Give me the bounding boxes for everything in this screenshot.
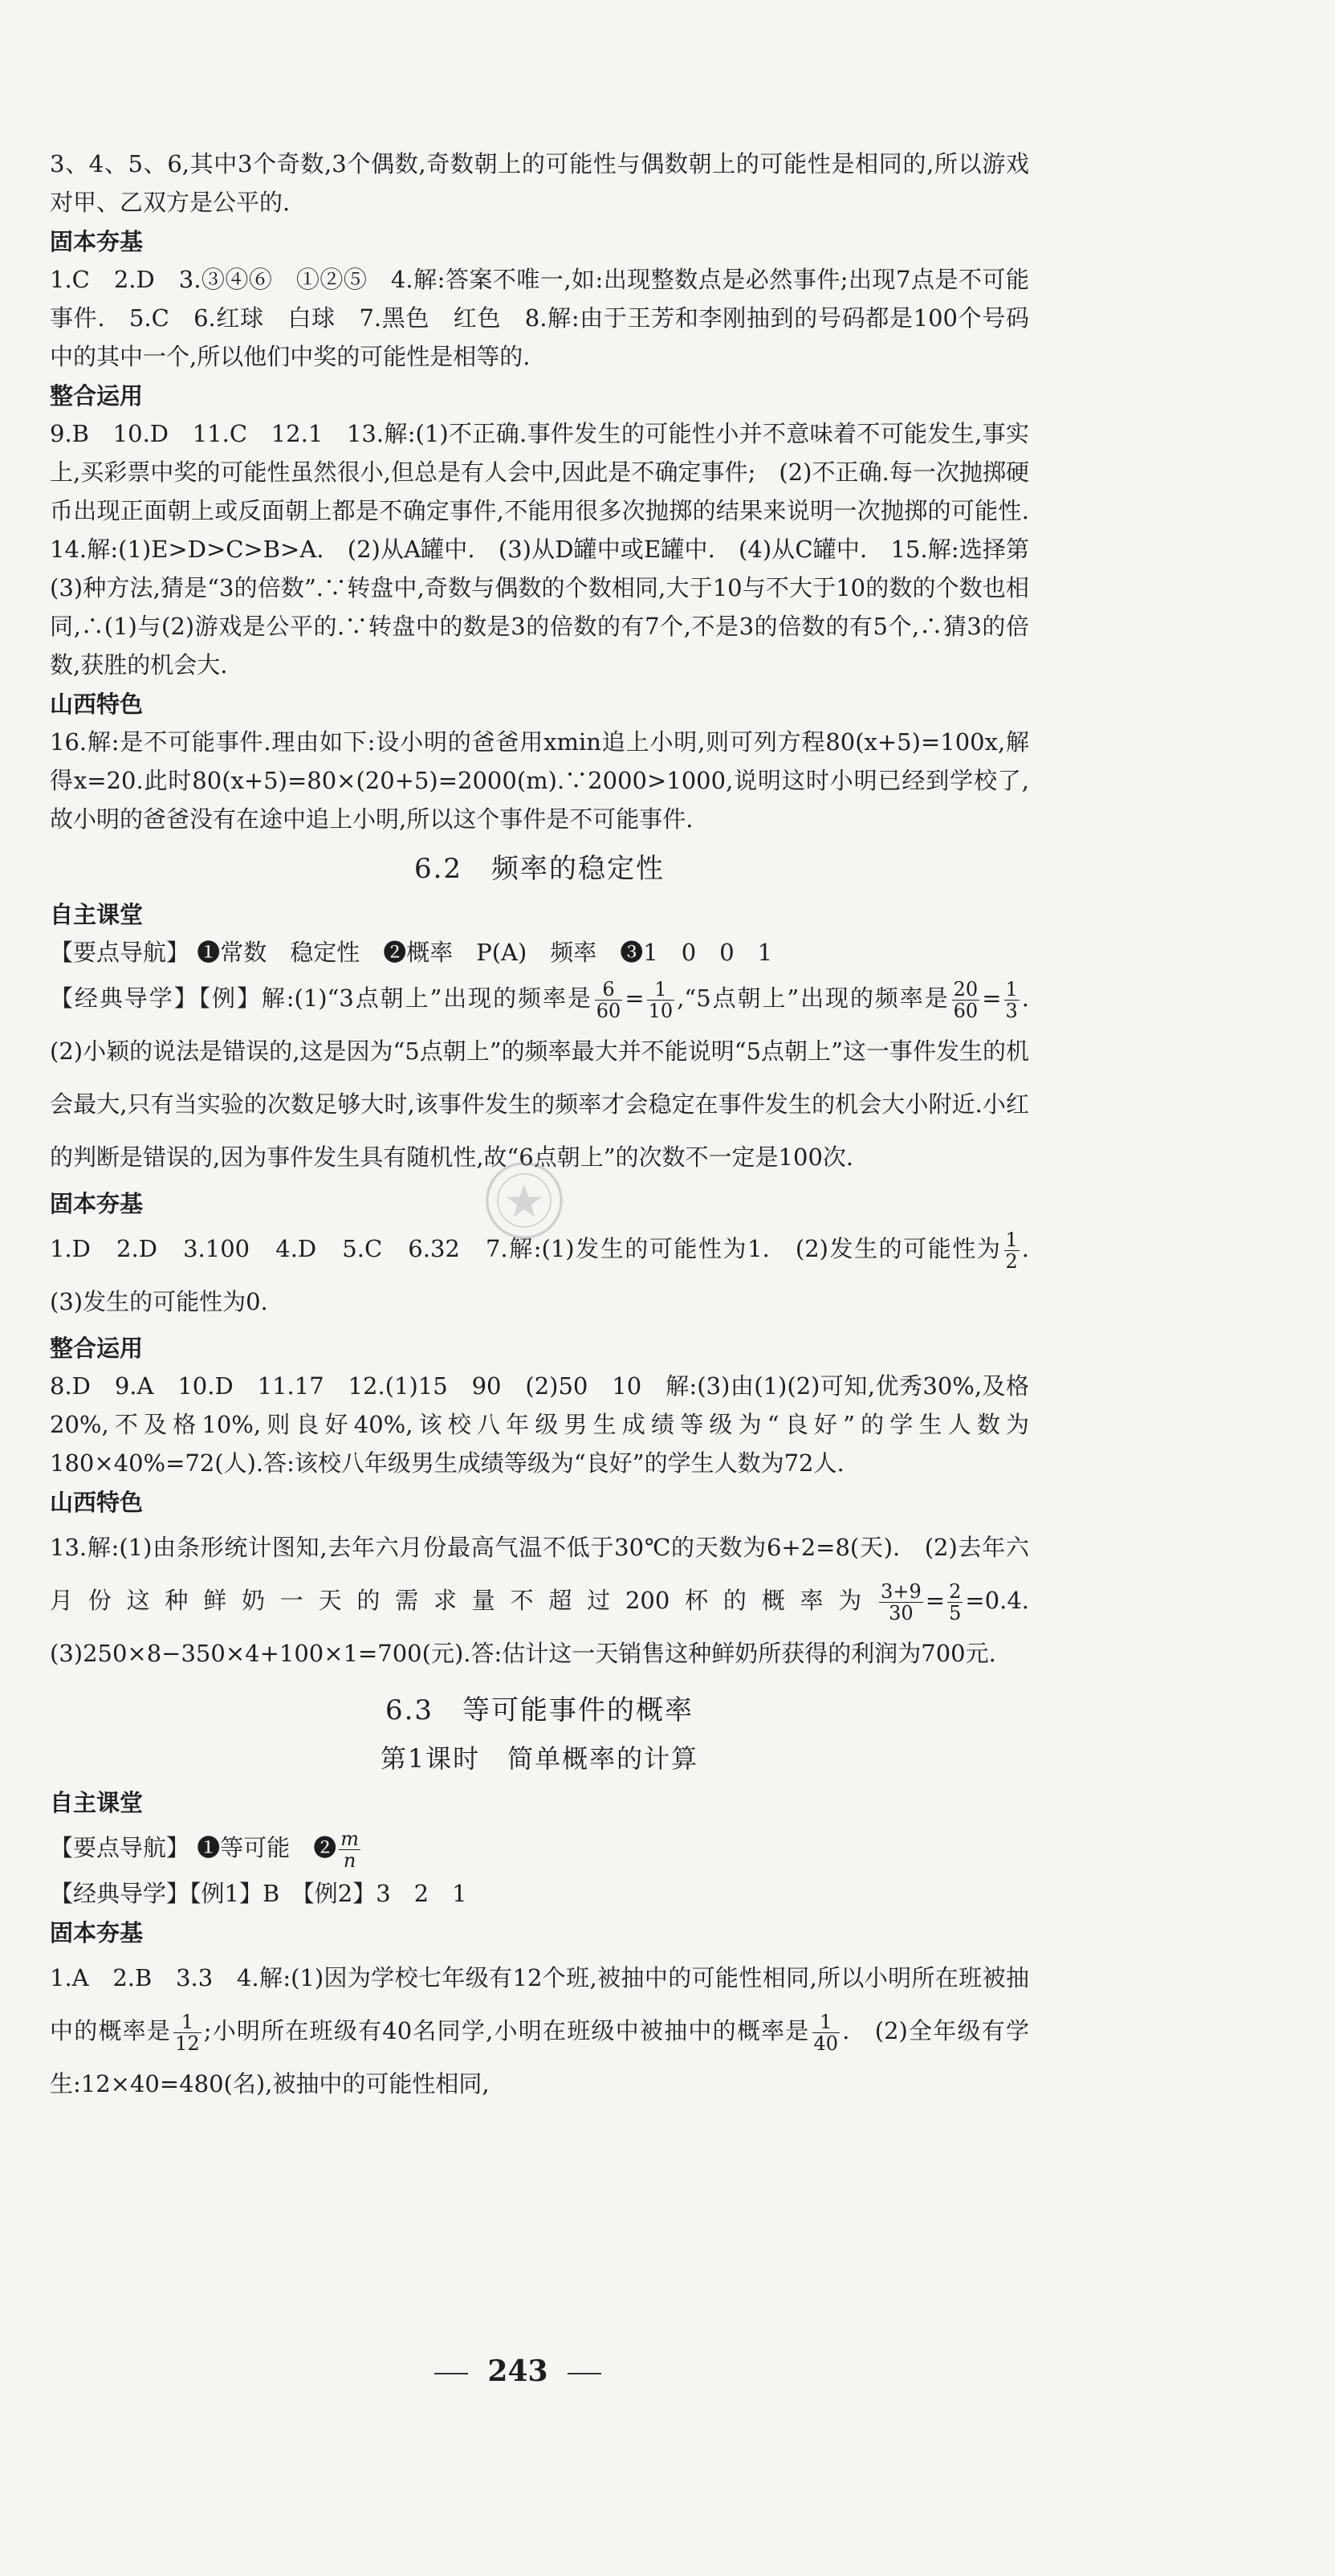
text-run: . (3)发生的可能性为0.	[50, 1235, 1053, 1315]
text-run: =0.4. (3)250×8−350×4+100×1=700(元).答:估计这一天销售这种鲜奶所获得的利润为700元.	[50, 1587, 1053, 1667]
paragraph	[50, 972, 1053, 1184]
page-number: 243	[487, 2354, 548, 2388]
numerator: m	[340, 1827, 359, 1850]
denominator: 40	[813, 2032, 839, 2055]
lesson-title: 第1课时 简单概率的计算	[380, 1743, 699, 1774]
text-run: 1.D 2.D 3.100 4.D 5.C 6.32 7.解:(1)发生的可能性为1. (2)发生的可能性为	[50, 1235, 1002, 1262]
section-title: 6.3 等可能事件的概率	[385, 1694, 694, 1726]
fraction	[947, 1581, 963, 1624]
text-run: . (2)全年级有学生:12×40=480(名),被抽中的可能性相同,	[50, 2017, 1029, 2097]
text-run: 【经典导学】【例】解:(1)“3点朝上”出现的频率是	[50, 984, 592, 1012]
equals-sign: =	[625, 984, 645, 1012]
section-title: 6.2 频率的稳定性	[413, 853, 665, 885]
numerator: 1	[812, 2011, 840, 2033]
numerator: 3+9	[881, 1579, 922, 1603]
denominator: 10	[648, 999, 674, 1022]
fraction	[647, 979, 675, 1021]
fraction	[1004, 1229, 1020, 1272]
text-run: 1.A 2.B 3.3 4.解:(1)因为学校七年级有12个班,被抽中的可能性相同,所以小明所在班被抽中的概率是	[50, 1964, 1029, 2044]
paragraph	[50, 1521, 1053, 1680]
paragraph: 【要点导航】 ❶常数 稳定性 ❷概率 P(A) 频率 ❸1 0 0 1	[50, 939, 773, 966]
numerator: 1	[173, 2011, 201, 2033]
page-number-footer	[0, 2354, 1036, 2388]
fraction	[1004, 979, 1020, 1021]
paragraph: 16.解:是不可能事件.理由如下:设小明的爸爸用xmin追上小明,则可列方程80(x+5)=100x,解得x=20.此时80(x+5)=80×(20+5)=2000(m).∵2000>1000,说明这时小明已经到学校了,故小明的爸爸没有在途中追上小明,所以这个事件是不可能事件.	[50, 728, 1029, 833]
watermark-seal-icon	[480, 1156, 568, 1245]
section-heading: 山西特色	[50, 691, 144, 718]
section-heading: 整合运用	[50, 1335, 144, 1362]
numerator: 20	[953, 977, 979, 1001]
fraction	[812, 2011, 840, 2054]
text-run: ,“5点朝上”出现的频率是	[677, 984, 950, 1012]
section-heading: 自主课堂	[50, 901, 144, 928]
section-heading: 固本夯基	[50, 1919, 144, 1946]
denominator: 60	[596, 999, 621, 1022]
section-heading: 山西特色	[50, 1489, 144, 1516]
fraction	[879, 1581, 923, 1624]
numerator: 2	[949, 1579, 962, 1603]
paragraph: 1.C 2.D 3.③④⑥ ①②⑤ 4.解:答案不唯一,如:出现整数点是必然事件;出现7点是不可能事件. 5.C 6.红球 白球 7.黑色 红色 8.解:由于王芳和李刚抽到的号码都是100个号码中的其中一个,所以他们中奖的可能性是相等的.	[50, 266, 1029, 370]
footer-dash	[434, 2373, 468, 2374]
text-run: . (2)小颖的说法是错误的,这是因为“5点朝上”的频率最大并不能说明“5点朝上”这一事件发生的机会最大,只有当实验的次数足够大时,该事件发生的频率才会稳定在事件发生的机会大小附近.小红的判断是错误的,因为事件发生具有随机性,故“6点朝上”的次数不一定是100次.	[50, 984, 1053, 1171]
numerator: 1	[1005, 977, 1018, 1001]
denominator: 5	[949, 1601, 962, 1624]
text-run: 【要点导航】 ❶等可能 ❷	[50, 1834, 337, 1861]
text-run: 13.解:(1)由条形统计图知,去年六月份最高气温不低于30℃的天数为6+2=8(天). (2)去年六月份这种鲜奶一天的需求量不超过200杯的概率为	[50, 1534, 1029, 1614]
denominator: 12	[175, 2032, 200, 2055]
fraction	[173, 2011, 201, 2054]
paragraph	[50, 1821, 1029, 1874]
paragraph: 9.B 10.D 11.C 12.1 13.解:(1)不正确.事件发生的可能性小并不意味着不可能发生,事实上,买彩票中奖的可能性虽然很小,但总是有人会中,因此是不确定事件; (2)不正确.每一次抛掷硬币出现正面朝上或反面朝上都是不确定事件,不能用很多次抛掷的结果来说明一次抛掷的可能性. 14.解:(1)E>D>C>B>A. (2)从A罐中. (3)从D罐中或E罐中. (4)从C罐中. 15.解:选择第(3)种方法,猜是“3的倍数”.∵转盘中,奇数与偶数的个数相同,大于10与不大于10的数的个数也相同,∴(1)与(2)游戏是公平的.∵转盘中的数是3的倍数的有7个,不是3的倍数的有5个,∴猜3的倍数,获胜的机会大.	[50, 420, 1053, 679]
paragraph	[50, 1951, 1029, 2110]
numerator: 1	[1005, 1228, 1018, 1251]
denominator: 60	[953, 999, 979, 1022]
equals-sign: =	[982, 984, 1002, 1012]
paragraph: 3、4、5、6,其中3个奇数,3个偶数,奇数朝上的可能性与偶数朝上的可能性是相同的,所以游戏对甲、乙双方是公平的.	[50, 150, 1029, 216]
numerator: 6	[595, 979, 623, 1001]
numerator: 1	[647, 979, 675, 1001]
denominator: 3	[1005, 999, 1018, 1022]
text-run: ;小明所在班级有40名同学,小明在班级中被抽中的概率是	[203, 2017, 810, 2044]
paragraph: 8.D 9.A 10.D 11.17 12.(1)15 90 (2)50 10 解:(3)由(1)(2)可知,优秀30%,及格20%,不及格10%,则良好40%,该校八年级男生成绩等级为“良好”的学生人数为180×40%=72(人).答:该校八年级男生成绩等级为“良好”的学生人数为72人.	[50, 1372, 1029, 1477]
section-heading: 自主课堂	[50, 1789, 144, 1816]
fraction	[952, 979, 980, 1021]
content-column	[50, 145, 1053, 2110]
equals-sign: =	[925, 1587, 946, 1614]
section-heading: 固本夯基	[50, 1190, 144, 1217]
fraction	[339, 1828, 360, 1871]
section-heading: 固本夯基	[50, 228, 144, 255]
section-heading: 整合运用	[50, 382, 144, 410]
paragraph: 【经典导学】【例1】B 【例2】3 2 1	[50, 1880, 467, 1907]
footer-dash	[568, 2373, 601, 2374]
denominator: 30	[889, 1601, 914, 1624]
denominator: 2	[1005, 1249, 1018, 1273]
fraction	[595, 979, 623, 1021]
denominator: n	[343, 1848, 356, 1872]
